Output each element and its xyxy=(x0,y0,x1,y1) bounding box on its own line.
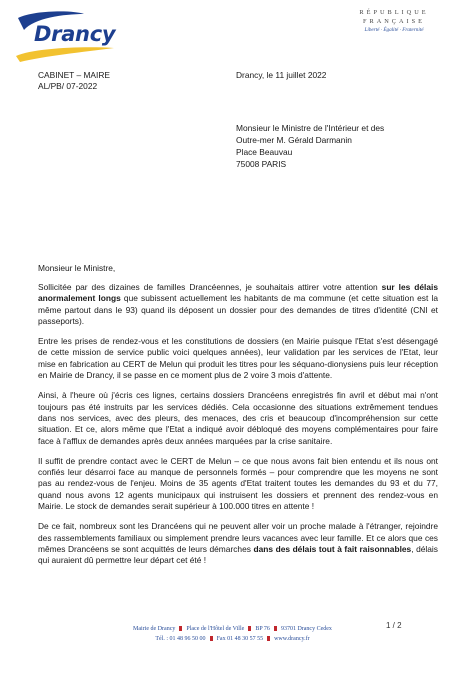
sender-line2: AL/PB/ 07-2022 xyxy=(38,81,98,91)
footer-line2 xyxy=(0,634,465,644)
separator-icon xyxy=(179,626,182,631)
recipient-line1: Monsieur le Ministre de l'Intérieur et des xyxy=(236,123,385,133)
rf-line2: FRANÇAISE xyxy=(363,18,425,25)
footer-bp: BP 76 xyxy=(255,626,270,632)
p1-bold: sur les délais anormalement longs xyxy=(38,282,439,304)
paragraph-2: Entre les prises de rendez-vous et les constitutions de dossiers (en Mairie puisque l'Etat s'est désengagé de cette mission de service public voici quelques années), leur validation par les services de l'Etat, leur mise en fabrication au CERT de Melun qui produit les titres pour les séquano-dionysiens puis leur réception en Mairie de Drancy, il se passe en ce moment plus de 2 voire 3 mois d'attente. xyxy=(38,336,438,381)
sender-reference xyxy=(38,70,110,92)
logo-text: Drancy xyxy=(34,22,116,46)
p5-text-end: , délais qui auraient dû permettre leur départ cet été ! xyxy=(38,543,438,566)
sender-line1: CABINET – MAIRE xyxy=(38,70,110,80)
recipient-line3: Place Beauvau xyxy=(236,147,293,157)
separator-icon xyxy=(248,626,251,631)
p1-text: Sollicitée par des dizaines de familles Drancéennes, je souhaitais attirer votre attention xyxy=(38,282,382,292)
recipient-line2: Outre-mer M. Gérald Darmanin xyxy=(236,135,352,145)
paragraph-5 xyxy=(38,521,438,566)
footer-website[interactable]: www.drancy.fr xyxy=(274,636,310,642)
page-number: 1 / 2 xyxy=(386,621,402,630)
recipient-address xyxy=(236,122,384,170)
p5-text: De ce fait, nombreux sont les Drancéens qui ne peuvent aller voir un proche malade à l'étranger, rejoindre des rassemblements familiaux ou simplement prendre leurs vacances avec leur famille. Et ce alors que ces mêmes Drancéens se sont acquittés de leurs démarches xyxy=(38,521,438,554)
footer-cedex: 93701 Drancy Cedex xyxy=(280,626,332,632)
separator-icon xyxy=(210,636,213,641)
drancy-logo xyxy=(14,8,124,64)
p1-text-end: que subissent actuellement les habitants de ma commune (et cette situation est la même partout dans le 93) quand ils déposent un dossier pour des demandes de titres d'identité (CNI et passeports). xyxy=(38,293,438,326)
letter-body xyxy=(38,282,438,576)
rf-motto: Liberté · Égalité · Fraternité xyxy=(364,27,424,33)
footer-fax: Fax 01 48 30 57 55 xyxy=(216,636,264,642)
paragraph-1 xyxy=(38,282,438,327)
footer-line1 xyxy=(0,624,465,634)
republique-francaise-mark xyxy=(339,8,449,33)
paragraph-3: Ainsi, à l'heure où j'écris ces lignes, certains dossiers Drancéens enregistrés fin avril et début mai n'ont toujours pas été instruits par les services dédiés. Cela occasionne des situations extrêmement tendues dans nos services, avec des pleurs, des menaces, des cris et beaucoup d'incompréhension sur cette situation. Et ce, alors même que l'Etat a indiqué avoir débloqué des moyens complémentaires pour faire face à l'afflux de demandes après deux années marquées par la crise sanitaire. xyxy=(38,390,438,446)
paragraph-4: Il suffit de prendre contact avec le CERT de Melun – ce que nous avons fait bien entendu et ils nous ont confiés leur désarroi face au manque de personnels formés – pour comprendre que les moyens ne sont pas au rendez-vous de l'enjeu. Moins de 35 agents d'Etat traitent toutes les demandes du 93 et du 77, quand nous avons 12 agents municipaux qui instruisent les dossiers et prennent des rendez-vous en Mairie. Le stock de demandes serait supérieur à 100.000 titres en attente ! xyxy=(38,455,438,512)
recipient-line4: 75008 PARIS xyxy=(236,159,287,169)
separator-icon xyxy=(267,636,270,641)
salutation: Monsieur le Ministre, xyxy=(38,263,116,273)
footer-tel: Tél. : 01 48 96 50 00 xyxy=(155,636,206,642)
p5-bold: dans des délais tout à fait raisonnables xyxy=(253,543,412,554)
rf-line1: RÉPUBLIQUE xyxy=(359,9,429,16)
footer xyxy=(0,624,465,644)
letter-date: Drancy, le 11 juillet 2022 xyxy=(236,70,327,80)
separator-icon xyxy=(274,626,277,631)
footer-mairie: Mairie de Drancy xyxy=(133,626,176,632)
footer-place: Place de l'Hôtel de Ville xyxy=(186,626,245,632)
